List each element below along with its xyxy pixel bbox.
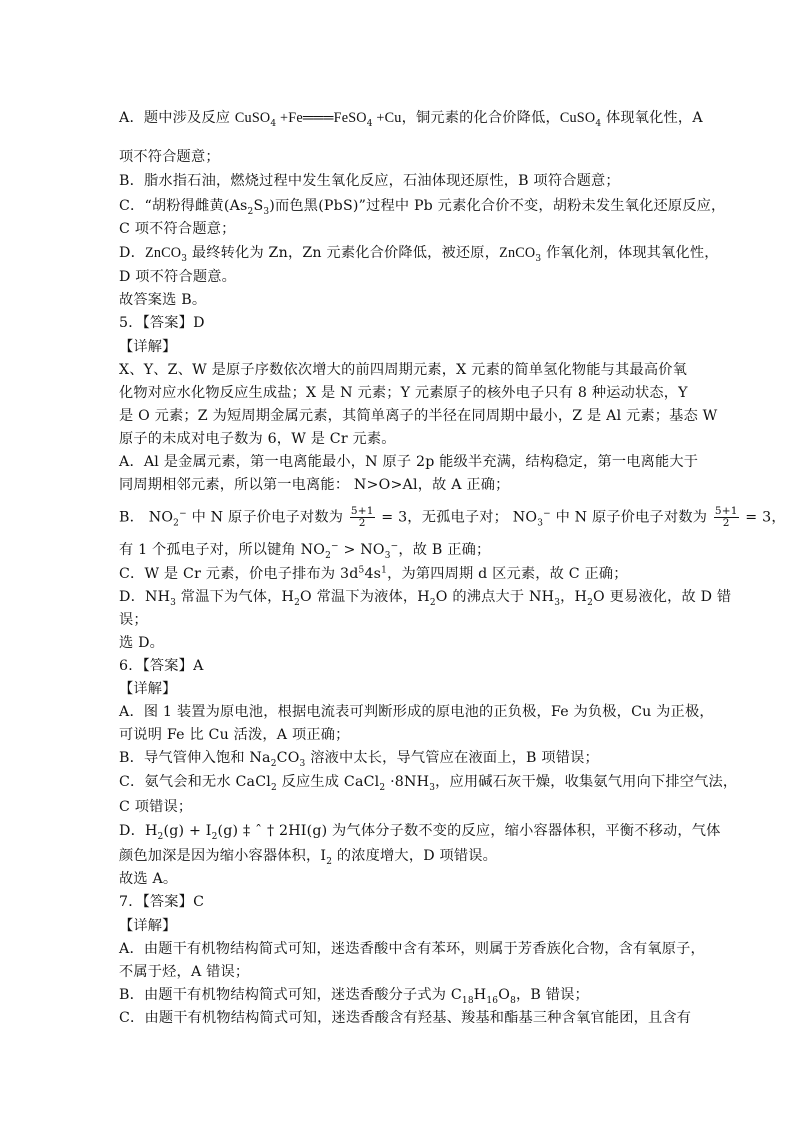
line-text: C．由题干有机物结构简式可知，迷迭香酸含有羟基、羧基和酯基三种含氧官能团，且含有 (119, 1010, 692, 1026)
line-i2: 颜色加深是因为缩小容器体积，$I_2$ 的浓度增大，D 项错误。 (119, 848, 498, 867)
answer-heading-6: 6．【答案】A (119, 658, 204, 674)
line-bond-angle: 有 1 个孤电子对，所以键角 $NO_2^- > NO_3^-$，故 B 正确； (119, 541, 491, 561)
line-text: A．图 1 装置为原电池，根据电流表可判断形成的原电池的正负极，Fe 为负极，Cu 为正极， (119, 704, 714, 720)
line-text: X、Y、Z、W 是原子序数依次增大的前四周期元素，X 元素的简单氢化物能与其最高价氧 (119, 362, 687, 378)
explanation-heading: 【详解】 (119, 681, 177, 697)
line-conclusion: 故选 A。 (119, 871, 178, 887)
line-text: C 项不符合题意； (119, 221, 236, 237)
line-b-na2co3: B．导气管伸入饱和 $Na_2CO_3$ 溶液中太长，导气管应在液面上，B 项错误； (119, 750, 599, 769)
line-text: 可说明 Fe 比 Cu 活泼，A 项正确； (119, 727, 350, 743)
fraction: $\frac{5+1}{2}$ (350, 505, 374, 529)
line-text: 是 O 元素；Z 为短周期金属元素，其简单离子的半径在同周期中最小，Z 是 Al 元素；基态 W (119, 408, 718, 424)
line-a-reaction: A．题中涉及反应 CuSO$_4$ +Fe═══FeSO$_4$ +Cu，铜元素的化合价降低，CuSO$_4$ 体现氧化性，A (119, 110, 703, 129)
explanation-heading: 【详解】 (119, 339, 177, 355)
line-text: 化物对应水化物反应生成盐；X 是 N 元素；Y 元素原子的核外电子只有 8 种运动状态，Y (119, 385, 688, 401)
line-conclusion: 故答案选 B。 (119, 292, 207, 308)
fraction: $\frac{5+1}{2}$ (714, 505, 738, 529)
line-b-formula: B．由题干有机物结构简式可知，迷迭香酸分子式为 $C_{18}H_{16}O_8$，B 错误； (119, 987, 589, 1006)
line-c-orpiment: C．“胡粉得雌黄$(As_2S_3)$而色黑(PbS)”过程中 Pb 元素化合价不变，胡粉未发生氧化还原反应， (119, 198, 726, 217)
line-text: 项不符合题意； (119, 149, 220, 165)
line-text: D 项不符合题意。 (119, 269, 236, 285)
answer-heading-7: 7．【答案】C (119, 894, 205, 910)
equilibrium-arrow-icon: ‡ ˆ † (242, 823, 275, 839)
line-d-znco3: D．ZnCO$_3$ 最终转化为 Zn，Zn 元素化合价降低，被还原，ZnCO$_3$ 作氧化剂，体现其氧化性， (119, 245, 719, 264)
line-c-cr: C．W 是 Cr 元素，价电子排布为 $3d^54s^1$，为第四周期 d 区元素，故 C 正确； (119, 565, 628, 582)
line-text: 不属于烃，A 错误； (119, 964, 250, 980)
line-b-fractions: B． $NO_2^-$ 中 N 原子价电子对数为 $\frac{5+1}{2}$ = 3，无孤电子对； $NO_3^-$ 中 N 原子价电子对数为 $\frac{5+1}{2}$ = 3， (119, 505, 786, 529)
line-text: A．由题干有机物结构简式可知，迷迭香酸中含有苯环，则属于芳香族化合物，含有氧原子， (119, 941, 705, 957)
line-text: 误； (119, 612, 148, 628)
line-text: C 项错误； (119, 799, 193, 815)
line-d-nh3: D．$NH_3$ 常温下为气体，$H_2O$ 常温下为液体，$H_2O$ 的沸点大于 $NH_3$，$H_2O$ 更易液化，故 D 错 (119, 589, 732, 608)
explanation-heading: 【详解】 (119, 918, 177, 934)
line-d-equilibrium: D．$H_2(g) + I_2(g)$ ‡ ˆ † 2HI(g) 为气体分子数不变的反应，缩小容器体积，平衡不移动，气体 (119, 823, 721, 842)
answer-heading-5: 5．【答案】D (119, 315, 205, 331)
line-text: B．脂水指石油，燃烧过程中发生氧化反应，石油体现还原性，B 项符合题意； (119, 173, 620, 189)
line-text: 原子的未成对电子数为 6，W 是 Cr 元素。 (119, 431, 396, 447)
line-text: 同周期相邻元素，所以第一电离能： N>O>Al，故 A 正确； (119, 477, 510, 493)
line-c-cacl2: C．氨气会和无水 CaCl$_2$ 反应生成 CaCl$_2$ $\cdot 8NH_3$，应用碱石灰干燥，收集氨气用向下排空气法， (119, 774, 738, 793)
line-text: A．Al 是金属元素，第一电离能最小，N 原子 2p 能级半充满，结构稳定，第一电离能大于 (119, 454, 699, 470)
line-conclusion: 选 D。 (119, 635, 165, 651)
